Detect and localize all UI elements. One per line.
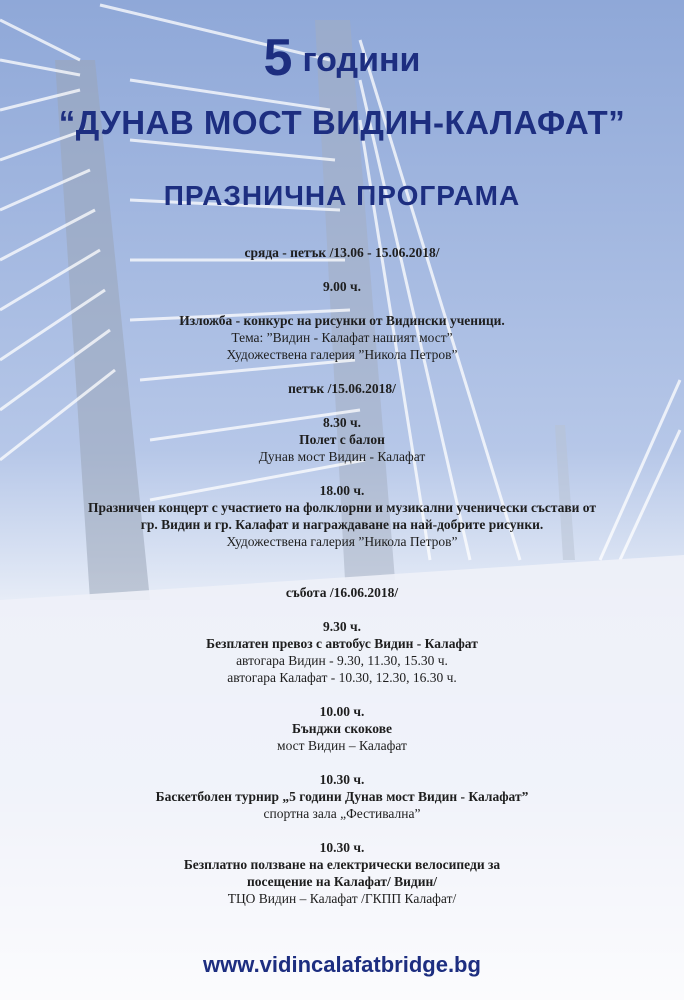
day1-title: Изложба - конкурс на рисунки от Видински ученици. <box>179 313 505 328</box>
day2-event1-title: Полет с балон <box>299 432 385 447</box>
website-link[interactable]: www.vidincalafatbridge.bg <box>203 952 481 977</box>
day1-date: сряда - петък /13.06 - 15.06.2018/ <box>244 245 440 260</box>
day3-event3-time: 10.30 ч. <box>319 772 365 787</box>
day2-event2-title-line2: гр. Видин и гр. Калафат и награждаване на най-добрите рисунки. <box>140 517 544 532</box>
title-years <box>0 28 684 88</box>
day2-event1-place: Дунав мост Видин - Калафат <box>258 449 426 464</box>
day3-event1-line2: автогара Калафат - 10.30, 12.30, 16.30 ч. <box>227 670 457 685</box>
day1-theme: Тема: ”Видин - Калафат нашият мост” <box>231 330 453 345</box>
day3-event1-title: Безплатен превоз с автобус Видин - Калафат <box>206 636 478 651</box>
day3-event2-time: 10.00 ч. <box>319 704 365 719</box>
day2-event2-time: 18.00 ч. <box>319 483 365 498</box>
event-program <box>0 244 684 907</box>
day2-event2-title-line1: Празничен концерт с участието на фолклорни и музикални ученически състави от <box>87 500 597 515</box>
day3-event3-title: Баскетболен турнир „5 години Дунав мост Видин - Калафат” <box>155 789 529 804</box>
day3-event1-time: 9.30 ч. <box>323 619 361 634</box>
day3-event3-place: спортна зала „Фестивална” <box>263 806 421 821</box>
day3-event4-place: ТЦО Видин – Калафат /ГКПП Калафат/ <box>227 891 457 906</box>
day3-event4-title-line1: Безплатно ползване на електрически велосипеди за <box>183 857 501 872</box>
years-word: години <box>302 41 421 79</box>
day3-date: събота /16.06.2018/ <box>285 585 399 600</box>
bridge-name-title: “ДУНАВ МОСТ ВИДИН-КАЛАФАТ” <box>58 104 626 141</box>
day1-time: 9.00 ч. <box>323 279 361 294</box>
day3-event2-place: мост Видин – Калафат <box>277 738 407 753</box>
day2-event2-place: Художествена галерия ”Никола Петров” <box>226 534 458 549</box>
day2-date: петък /15.06.2018/ <box>288 381 396 396</box>
anniversary-number: 5 <box>263 29 293 87</box>
day2-event1-time: 8.30 ч. <box>323 415 361 430</box>
day3-event2-title: Бънджи скокове <box>292 721 392 736</box>
program-subtitle: ПРАЗНИЧНА ПРОГРАМА <box>163 180 521 211</box>
day3-event1-line1: автогара Видин - 9.30, 11.30, 15.30 ч. <box>236 653 448 668</box>
day3-event4-title-line2: посещение на Калафат/ Видин/ <box>246 874 438 889</box>
day3-event4-time: 10.30 ч. <box>319 840 365 855</box>
day1-place: Художествена галерия ”Никола Петров” <box>226 347 458 362</box>
